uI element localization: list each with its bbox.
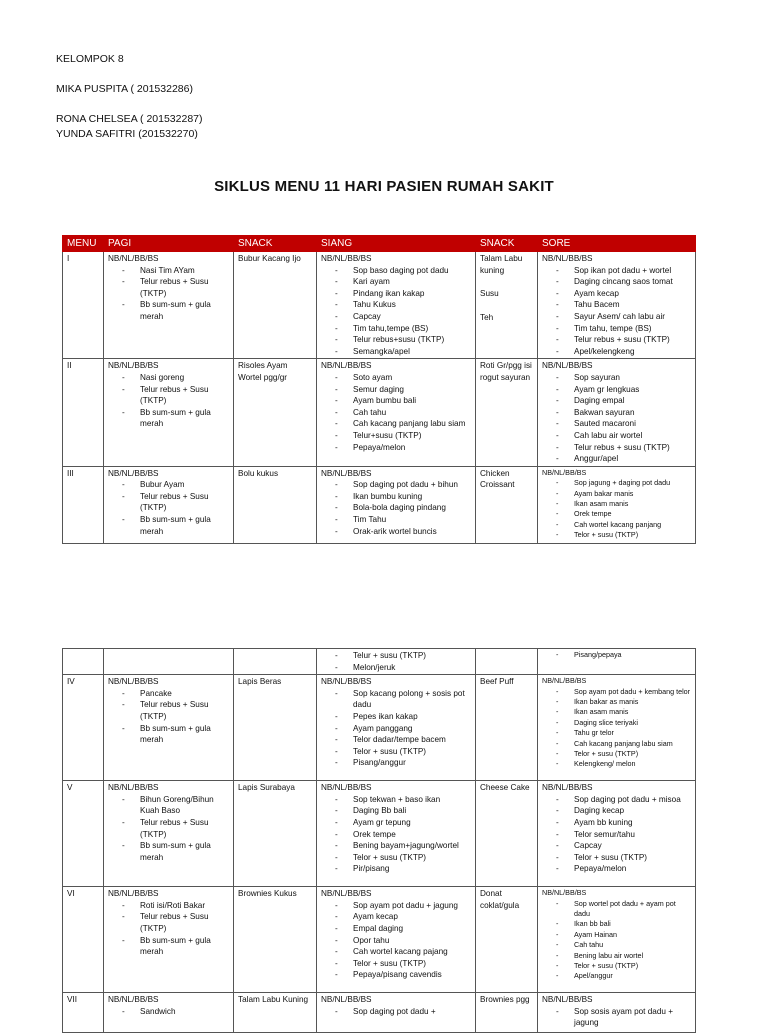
list-item: - Sop sayuran <box>556 372 691 384</box>
snack-cell: Brownies pgg <box>476 993 538 1033</box>
list-item: - Telor semur/tahu <box>556 829 691 841</box>
pagi-list <box>108 688 229 746</box>
list-item: - Bb sum-sum + gula merah <box>122 935 229 958</box>
list-item: - Bb sum-sum + gula merah <box>122 299 229 322</box>
list-item: - Telur rebus + Susu (TKTP) <box>122 384 229 407</box>
list-item: - Sop sosis ayam pot dadu + jagung <box>556 1006 691 1029</box>
category-label: NB/NL/BB/BS <box>321 995 372 1005</box>
pagi-cell <box>104 359 234 466</box>
list-item: - Ikan bakar as manis <box>556 697 691 707</box>
list-item: - Ikan asam manis <box>556 499 691 509</box>
snack-cell: Talam Labu Kuning <box>234 993 317 1033</box>
list-item: - Telor + susu (TKTP) <box>556 749 691 759</box>
pagi-cell <box>104 252 234 359</box>
list-item: - Empal daging <box>335 923 471 935</box>
siang-cell <box>317 781 476 887</box>
list-item: - Sop ayam pot dadu + kembang telor <box>556 687 691 697</box>
table-row <box>63 781 696 887</box>
list-item: - Ayam gr lengkuas <box>556 384 691 396</box>
list-item: - Bb sum-sum + gula merah <box>122 407 229 430</box>
menu-cell: II <box>63 359 104 466</box>
list-item: - Telor + susu (TKTP) <box>556 961 691 971</box>
list-item: - Cah tahu <box>556 940 691 950</box>
siang-list <box>321 479 471 537</box>
list-item: - Pancake <box>122 688 229 700</box>
menu-cell: III <box>63 466 104 543</box>
group-name: KELOMPOK 8 <box>56 53 124 65</box>
sore-list <box>542 650 691 660</box>
list-item: - Cah kacang panjang labu siam <box>556 739 691 749</box>
list-item: - Soto ayam <box>335 372 471 384</box>
pagi-cell <box>104 781 234 887</box>
list-item: - Cah tahu <box>335 407 471 419</box>
snack-cell: Brownies Kukus <box>234 887 317 993</box>
list-item: - Pepes ikan kakap <box>335 711 471 723</box>
snack-cell <box>234 649 317 675</box>
menu-table <box>62 235 696 544</box>
snack-cell: Lapis Beras <box>234 675 317 781</box>
snack-line: Susu <box>480 289 499 299</box>
list-item: - Capcay <box>556 840 691 852</box>
snack-cell: Risoles Ayam Wortel pgg/gr <box>234 359 317 466</box>
list-item: - Kari ayam <box>335 276 471 288</box>
category-label: NB/NL/BB/BS <box>108 995 159 1005</box>
list-item: - Telur rebus + Susu (TKTP) <box>122 491 229 514</box>
snack-cell <box>476 649 538 675</box>
table-row <box>63 252 696 359</box>
snack-cell: Bolu kukus <box>234 466 317 543</box>
list-item: - Sop wortel pot dadu + ayam pot dadu <box>556 899 691 920</box>
siang-list <box>321 794 471 875</box>
list-item: - Daging cincang saos tomat <box>556 276 691 288</box>
pagi-list <box>108 1006 229 1018</box>
list-item: - Telur rebus + susu (TKTP) <box>556 334 691 346</box>
sore-cell <box>538 359 696 466</box>
list-item: - Telor + susu (TKTP) <box>335 746 471 758</box>
list-item: - Telor + susu (TKTP) <box>335 852 471 864</box>
pagi-cell <box>104 887 234 993</box>
menu-cell: I <box>63 252 104 359</box>
siang-cell <box>317 359 476 466</box>
list-item: - Melon/jeruk <box>335 662 471 674</box>
list-item: - Telur rebus + Susu (TKTP) <box>122 276 229 299</box>
snack-cell: Donat coklat/gula <box>476 887 538 993</box>
pagi-list <box>108 794 229 864</box>
siang-list <box>321 650 471 673</box>
list-item: - Sop kacang polong + sosis pot dadu <box>335 688 471 711</box>
sore-list <box>542 478 691 540</box>
list-item: - Bihun Goreng/Bihun Kuah Baso <box>122 794 229 817</box>
pagi-cell <box>104 466 234 543</box>
list-item: - Sop ikan pot dadu + wortel <box>556 265 691 277</box>
siang-list <box>321 372 471 453</box>
category-label: NB/NL/BB/BS <box>321 254 372 263</box>
pagi-list <box>108 372 229 430</box>
category-label: NB/NL/BB/BS <box>542 995 593 1005</box>
snack-cell: Chicken Croissant <box>476 466 538 543</box>
list-item: - Telur+susu (TKTP) <box>335 430 471 442</box>
list-item: - Ayam bumbu bali <box>335 395 471 407</box>
sore-cell <box>538 993 696 1033</box>
list-item: - Bb sum-sum + gula merah <box>122 840 229 863</box>
sore-cell <box>538 675 696 781</box>
siang-cell <box>317 887 476 993</box>
category-label: NB/NL/BB/BS <box>108 361 159 371</box>
list-item: - Sop ayam pot dadu + jagung <box>335 900 471 912</box>
list-item: - Telur rebus + Susu (TKTP) <box>122 817 229 840</box>
siang-list <box>321 265 471 358</box>
list-item: - Ikan asam manis <box>556 707 691 717</box>
category-label: NB/NL/BB/BS <box>321 889 372 899</box>
list-item: - Cah wortel kacang panjang <box>556 520 691 530</box>
list-item: - Semur daging <box>335 384 471 396</box>
list-item: - Ayam bb kuning <box>556 817 691 829</box>
list-item: - Sop baso daging pot dadu <box>335 265 471 277</box>
category-label: NB/NL/BB/BS <box>108 889 159 899</box>
list-item: - Nasi Tim AYam <box>122 265 229 277</box>
list-item: - Kelengkeng/ melon <box>556 759 691 769</box>
siang-cell <box>317 993 476 1033</box>
col-header: SORE <box>538 236 696 252</box>
sore-cell <box>538 466 696 543</box>
menu-cell: VII <box>63 993 104 1033</box>
category-label: NB/NL/BB/BS <box>542 361 593 371</box>
list-item: - Orak-arik wortel buncis <box>335 526 471 538</box>
snack-cell: Bubur Kacang Ijo <box>234 252 317 359</box>
sore-cell <box>538 252 696 359</box>
col-header: SIANG <box>317 236 476 252</box>
list-item: - Ayam panggang <box>335 723 471 735</box>
list-item: - Bubur Ayam <box>122 479 229 491</box>
snack-cell: Beef Puff <box>476 675 538 781</box>
category-label: NB/NL/BB/BS <box>108 677 159 687</box>
category-label: NB/NL/BB/BS <box>542 676 587 686</box>
siang-cell <box>317 649 476 675</box>
member-name: MIKA PUSPITA ( 201532286) <box>56 83 193 95</box>
list-item: - Sop tekwan + baso ikan <box>335 794 471 806</box>
sore-cell <box>538 649 696 675</box>
siang-list <box>321 688 471 769</box>
list-item: - Tahu Bacem <box>556 299 691 311</box>
menu-cell: VI <box>63 887 104 993</box>
list-item: - Ayam Hainan <box>556 930 691 940</box>
document-title: SIKLUS MENU 11 HARI PASIEN RUMAH SAKIT <box>214 178 554 195</box>
siang-cell <box>317 252 476 359</box>
sore-list <box>542 265 691 358</box>
list-item: - Pisang/pepaya <box>556 650 691 660</box>
menu-cell: V <box>63 781 104 887</box>
table-row <box>63 993 696 1033</box>
sore-list <box>542 372 691 465</box>
list-item: - Pepaya/melon <box>335 442 471 454</box>
list-item: - Tahu gr telor <box>556 728 691 738</box>
category-label: NB/NL/BB/BS <box>321 783 372 793</box>
table-row <box>63 649 696 675</box>
list-item: - Telur + susu (TKTP) <box>335 650 471 662</box>
siang-list <box>321 900 471 981</box>
table-row <box>63 887 696 993</box>
sore-list <box>542 899 691 982</box>
menu-cell <box>63 649 104 675</box>
category-label: NB/NL/BB/BS <box>108 783 159 793</box>
list-item: - Nasi goreng <box>122 372 229 384</box>
menu-table-continued <box>62 648 696 1033</box>
table-row <box>63 675 696 781</box>
category-label: NB/NL/BB/BS <box>542 467 587 477</box>
list-item: - Pir/pisang <box>335 863 471 875</box>
category-label: NB/NL/BB/BS <box>108 254 159 263</box>
snack-cell: Roti Gr/pgg isi rogut sayuran <box>476 359 538 466</box>
list-item: - Tim Tahu <box>335 514 471 526</box>
menu-cell: IV <box>63 675 104 781</box>
pagi-cell <box>104 993 234 1033</box>
list-item: - Cah labu air wortel <box>556 430 691 442</box>
list-item: - Apel/anggur <box>556 971 691 981</box>
list-item: - Telur rebus + Susu (TKTP) <box>122 699 229 722</box>
col-header: SNACK <box>476 236 538 252</box>
sore-list <box>542 794 691 875</box>
category-label: NB/NL/BB/BS <box>108 468 159 478</box>
sore-cell <box>538 781 696 887</box>
list-item: - Telor + susu (TKTP) <box>556 530 691 540</box>
col-header: MENU <box>63 236 104 252</box>
list-item: - Daging slice teriyaki <box>556 718 691 728</box>
list-item: - Apel/kelengkeng <box>556 346 691 358</box>
pagi-list <box>108 900 229 958</box>
list-item: - Sayur Asem/ cah labu air <box>556 311 691 323</box>
snack-cell: Cheese Cake <box>476 781 538 887</box>
pagi-cell <box>104 675 234 781</box>
list-item: - Ikan bb bali <box>556 919 691 929</box>
list-item: - Daging Bb bali <box>335 805 471 817</box>
list-item: - Pisang/anggur <box>335 757 471 769</box>
list-item: - Bb sum-sum + gula merah <box>122 514 229 537</box>
list-item: - Bening bayam+jagung/wortel <box>335 840 471 852</box>
sore-cell <box>538 887 696 993</box>
category-label: NB/NL/BB/BS <box>321 361 372 371</box>
list-item: - Ayam gr tepung <box>335 817 471 829</box>
col-header: PAGI <box>104 236 234 252</box>
list-item: - Bakwan sayuran <box>556 407 691 419</box>
list-item: - Sauted macaroni <box>556 418 691 430</box>
table-header-row <box>63 236 696 252</box>
snack-cell: Lapis Surabaya <box>234 781 317 887</box>
list-item: - Daging empal <box>556 395 691 407</box>
list-item: - Telur rebus + Susu (TKTP) <box>122 911 229 934</box>
list-item: - Pindang ikan kakap <box>335 288 471 300</box>
category-label: NB/NL/BB/BS <box>321 468 372 478</box>
category-label: NB/NL/BB/BS <box>542 254 593 263</box>
list-item: - Ayam kecap <box>556 288 691 300</box>
list-item: - Ayam kecap <box>335 911 471 923</box>
siang-cell <box>317 466 476 543</box>
list-item: - Telur rebus + susu (TKTP) <box>556 442 691 454</box>
pagi-list <box>108 265 229 323</box>
list-item: - Ayam bakar manis <box>556 489 691 499</box>
list-item: - Telur rebus+susu (TKTP) <box>335 334 471 346</box>
siang-cell <box>317 675 476 781</box>
snack-line: Teh <box>480 312 494 322</box>
list-item: - Sop daging pot dadu + bihun <box>335 479 471 491</box>
list-item: - Bola-bola daging pindang <box>335 502 471 514</box>
pagi-list <box>108 479 229 537</box>
header <box>56 52 203 142</box>
list-item: - Ikan bumbu kuning <box>335 491 471 503</box>
list-item: - Pepaya/melon <box>556 863 691 875</box>
list-item: - Sop daging pot dadu + <box>335 1006 471 1018</box>
table-row <box>63 466 696 543</box>
category-label: NB/NL/BB/BS <box>542 888 587 898</box>
snack-cell <box>476 252 538 359</box>
list-item: - Semangka/apel <box>335 346 471 358</box>
list-item: - Tim tahu,tempe (BS) <box>335 323 471 335</box>
list-item: - Sandwich <box>122 1006 229 1018</box>
list-item: - Cah wortel kacang pajang <box>335 946 471 958</box>
member-name: RONA CHELSEA ( 201532287) <box>56 113 203 125</box>
list-item: - Sop daging pot dadu + misoa <box>556 794 691 806</box>
list-item: - Sop jagung + daging pot dadu <box>556 478 691 488</box>
category-label: NB/NL/BB/BS <box>542 783 593 793</box>
pagi-cell <box>104 649 234 675</box>
list-item: - Bening labu air wortel <box>556 951 691 961</box>
list-item: - Telor + susu (TKTP) <box>556 852 691 864</box>
list-item: - Capcay <box>335 311 471 323</box>
list-item: - Telor dadar/tempe bacem <box>335 734 471 746</box>
list-item: - Orek tempe <box>335 829 471 841</box>
col-header: SNACK <box>234 236 317 252</box>
snack-line: Talam Labu kuning <box>480 254 523 275</box>
list-item: - Anggur/apel <box>556 453 691 465</box>
list-item: - Orek tempe <box>556 509 691 519</box>
list-item: - Bb sum-sum + gula merah <box>122 723 229 746</box>
list-item: - Opor tahu <box>335 935 471 947</box>
list-item: - Tim tahu, tempe (BS) <box>556 323 691 335</box>
list-item: - Cah kacang panjang labu siam <box>335 418 471 430</box>
list-item: - Daging kecap <box>556 805 691 817</box>
sore-list <box>542 1006 691 1029</box>
list-item: - Roti isi/Roti Bakar <box>122 900 229 912</box>
siang-list <box>321 1006 471 1018</box>
sore-list <box>542 687 691 770</box>
list-item: - Telor + susu (TKTP) <box>335 958 471 970</box>
list-item: - Tahu Kukus <box>335 299 471 311</box>
list-item: - Pepaya/pisang cavendis <box>335 969 471 981</box>
table-row <box>63 359 696 466</box>
category-label: NB/NL/BB/BS <box>321 677 372 687</box>
member-name: YUNDA SAFITRI (201532270) <box>56 128 198 140</box>
